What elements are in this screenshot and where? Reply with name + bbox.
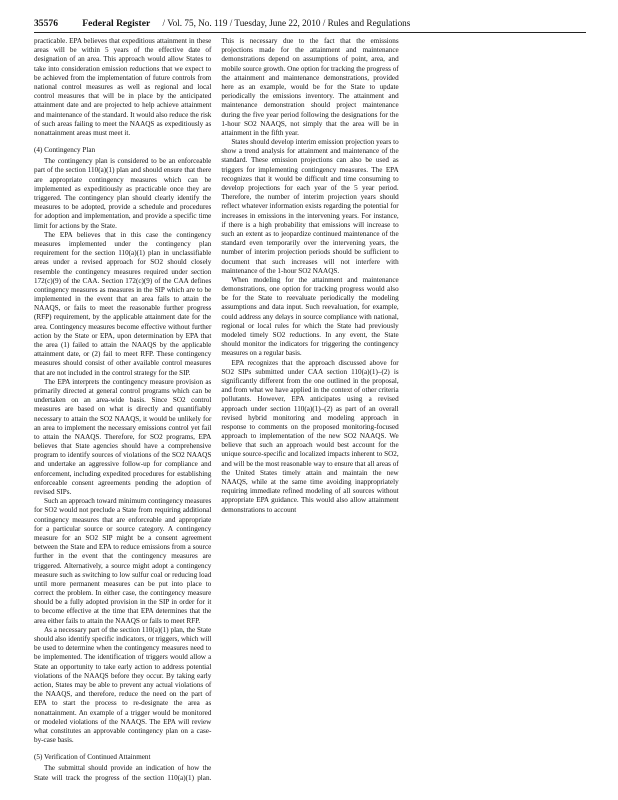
body-paragraph: The contingency plan is considered to be an enforceable part of the section 110(a)(1) plan and should ensure that there are appropriate contingency measures which can be implemented as expeditiously as practicable once they are triggered. The contingency plan should clearly identify the measures to be adopted, provide a schedule and procedures for adoption and implementation, and provide a specific time limit for actions by the State. — [34, 157, 212, 230]
publication-title: Federal Register — [82, 18, 151, 29]
body-paragraph: The EPA believes that in this case the contingency measures implemented under the contingency plan requirement for the section 110(a)(1) plan in unclassifiable areas under a revised approach for SO2 should closely resemble the contingency measures required under section 172(c)(9) of the CAA. Section 172(c)(9) of the CAA defines contingency measures as measures in the SIP which are to be implemented in the event that an area fails to attain the NAAQS, or fails to meet the reasonable further progress (RFP) requirement, by the applicable attainment date for the area. Contingency measures become effective without further action by the State or EPA, upon determination by EPA that the area (1) failed to attain the NAAQS by the applicable attainment date, or (2) fail to meet RFP. These contingency measures should consist of other available control measures that are not included in the control strategy for the SIP. — [34, 230, 212, 377]
body-paragraph: States should develop interim emission projection years to show a trend analysis for attainment and maintenance of the standard. These emission projections can also be used as triggers for implementing contingency measures. The EPA recognizes that it would be difficult and time consuming to develop projections for each year of the 5 year period. Therefore, the number of interim projection years should reflect whatever information exists regarding the potential for increases in emissions in the intervening years. For instance, if there is a high probability that emissions will increase to such an extent as to jeopardize continued maintenance of the standard even temporarily over the intervening years, the number of interim projection periods should be sufficient to document that such increases will not interfere with maintenance of the 1-hour SO2 NAAQS. — [221, 138, 399, 275]
body-paragraph: practicable. EPA believes that expeditious attainment in these areas will be within 5 years of the effective date of designation of an area. This approach would allow States to take into consideration emission reductions that we expect to be achieved from the implementation of future controls from national control measures as well as regional and local control measures that will be in place by the anticipated attainment date and are projected to help achieve attainment and maintenance of the standard. It would also reduce the risk of such areas failing to meet the NAAQS as expeditiously as nonattainment areas must meet it. — [34, 37, 212, 137]
section-heading: (5) Verification of Continued Attainment — [34, 753, 151, 762]
body-paragraph: When modeling for the attainment and maintenance demonstrations, one option for tracking progress would also be for the State to reevaluate periodically the modeling assumptions and data input. Such reevaluation, for example, could address any delays in source compliance with national, regional or local rules for which the State had previously modeled timely SO2 reductions. In any event, the State should monitor the indicators for triggering the contingency measures on a regular basis. — [221, 275, 399, 358]
issue-details: / Vol. 75, No. 119 / Tuesday, June 22, 2010 / Rules and Regulations — [162, 18, 411, 28]
page-header — [34, 16, 586, 30]
page-number: 35576 — [34, 18, 58, 29]
section-heading: (4) Contingency Plan — [34, 146, 96, 155]
header-rule — [34, 32, 586, 33]
body-paragraph: EPA recognizes that the approach discussed above for SO2 SIPs submitted under CAA section 110(a)(1)–(2) is significantly different from the one outlined in the proposal, and from what we have applied in the context of other criteria pollutants. However, EPA anticipates using a revised approach under section 110(a)(1)–(2) as part of an overall revised hybrid monitoring and modeling approach in response to comments on the proposed monitoring-focused approach to implementation of the new SO2 NAAQS. We believe that such an approach would best account for the unique source-specific and localized impacts inherent to SO2, and will be the most reasonable way to ensure that all areas of the United States timely attain and maintain the new NAAQS, while at the same time avoiding inappropriately requiring immediate refined modeling of all sources without appropriate EPA guidance. This would also allow attainment demonstrations to account — [221, 358, 399, 514]
body-paragraph: As a necessary part of the section 110(a)(1) plan, the State should also identify specific indicators, or triggers, which will be used to determine when the contingency measures need to be implemented. The identification of triggers would allow a State an opportunity to take early action to address potential violations of the NAAQS before they occur. By taking early action, States may be able to prevent any actual violations of the NAAQS, and therefore, reduce the need on the part of EPA to start the process to re-designate the area as nonattainment. An example of a trigger would be monitored or modeled violations of the NAAQS. The EPA will review what constitutes an approvable contingency plan on a case-by-case basis. — [34, 625, 212, 745]
body-text-columns — [34, 37, 586, 791]
body-paragraph: The submittal should provide an indication of how the State will track the progress of the section 110(a)(1) plan. This is necessary due to the fact that the emissions projections made for the attainment and maintenance demonstrations depend on assumptions of point, area, and mobile source growth. One option for tracking the progress of the attainment and maintenance demonstrations, provided here as an example, would be for the State to update periodically the emissions inventory. The attainment and maintenance demonstration should project maintenance during the five year period following the designations for the 1-hour SO2 NAAQS, not simply that the area will be in attainment in the fifth year. — [34, 37, 399, 782]
body-paragraph: Such an approach toward minimum contingency measures for SO2 would not preclude a State from requiring additional contingency measures that are enforceable and appropriate for a particular source or source category. A contingency measure for an SO2 SIP might be a consent agreement between the State and EPA to reduce emissions from a source further in the event that the contingency measures are triggered. Alternatively, a source might adopt a contingency measure such as switching to low sulfur coal or reducing load until more permanent measures can be put into place to correct the problem. In either case, the contingency measure should be a fully adopted provision in the SIP in order for it to become effective at the time that EPA determines that the area either fails to attain the NAAQS or fails to meet RFP. — [34, 497, 212, 625]
body-paragraph: The EPA interprets the contingency measure provision as primarily directed at general control programs which can be undertaken on an area-wide basis. Since SO2 control measures are based on what is directly and quantifiably necessary to attain the SO2 NAAQS, it would be unlikely for an area to implement the necessary emissions control yet fail to attain the NAAQS. Therefore, for SO2 programs, EPA believes that State agencies should have a comprehensive program to identify sources of violations of the SO2 NAAQS and undertake an aggressive follow-up for compliance and enforcement, including expedited procedures for establishing enforceable consent agreements pending the adoption of revised SIPs. — [34, 377, 212, 496]
